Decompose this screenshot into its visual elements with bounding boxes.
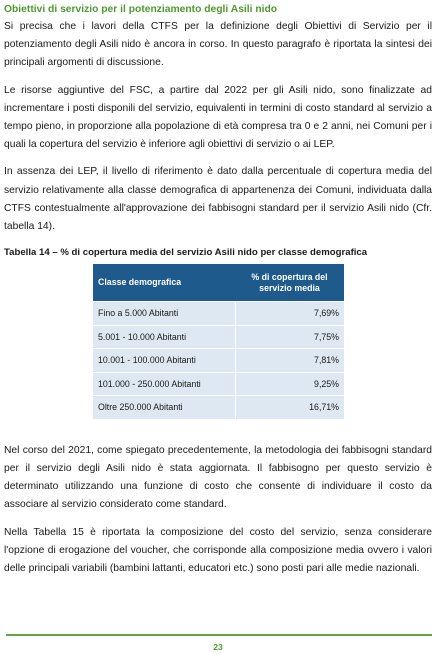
page-number: 23 <box>213 642 223 652</box>
table-cell-class: Oltre 250.000 Abitanti <box>93 396 235 419</box>
table-cell-class: 5.001 - 10.000 Abitanti <box>93 325 235 349</box>
paragraph-2: Le risorse aggiuntive del FSC, a partire dal 2022 per gli Asili nido, sono finalizzate ad incrementare i posti disponili del servizio, equivalenti in termini di costo standard al servizio a tempo pieno, in proporzione alla popolazione di età compresa tra 0 e 2 anni, nei Comuni per i quali la copertura del servizio è inferiore agli obiettivi di servizio o ai LEP. <box>4 84 432 151</box>
table-cell-value: 7,75% <box>235 325 344 349</box>
table-cell-value: 7,81% <box>235 349 344 373</box>
coverage-table <box>93 264 344 419</box>
paragraph-1: Si precisa che i lavori della CTFS per la definizione degli Obiettivi di Servizio per il potenziamento degli Asili nido è ancora in corso. In questo paragrafo è riportata la sintesi dei principali argomenti di discussione. <box>4 21 432 69</box>
table-cell-value: 9,25% <box>235 372 344 396</box>
table-row <box>93 372 344 396</box>
table-cell-class: 10.001 - 100.000 Abitanti <box>93 349 235 373</box>
table-header-row <box>93 264 344 302</box>
table-caption: Tabella 14 – % di copertura media del servizio Asili nido per classe demografica <box>4 247 368 259</box>
footer-divider <box>6 634 432 636</box>
table-cell-value: 7,69% <box>235 302 344 326</box>
document-page <box>4 0 432 578</box>
table-row <box>93 349 344 373</box>
paragraph-4: Nel corso del 2021, come spiegato precedentemente, la metodologia dei fabbisogni standard per il servizio degli Asili nido è stata aggiornata. Il fabbisogno per questo servizio è determinato utilizzando una funzione di costo che consente di individuare il costo da associare al servizio considerato come standard. <box>4 444 432 511</box>
header-classe-demografica: Classe demografica <box>93 264 235 302</box>
paragraph-3: In assenza dei LEP, il livello di riferimento è dato dalla percentuale di copertura media del servizio relativamente alla classe demografica di appartenenza dei Comuni, individuata dalla CTFS contestualmente all'approvazione dei fabbisogni standard per il servizio Asili nido (Cfr. tabella 14). <box>4 166 432 233</box>
paragraph-5: Nella Tabella 15 è riportata la composizione del costo del servizio, senza considerare l'opzione di erogazione del voucher, che corrisponde alla composizione media ovvero i valori delle principali variabili (bambini lattanti, educatori etc.) sono posti pari alle medie nazionali. <box>4 526 432 574</box>
table-cell-class: 101.000 - 250.000 Abitanti <box>93 372 235 396</box>
table-row <box>93 325 344 349</box>
section-title: Obiettivi di servizio per il potenziamento degli Asili nido <box>4 4 278 15</box>
header-copertura: % di copertura del servizio media <box>235 264 344 302</box>
table-cell-value: 16,71% <box>235 396 344 419</box>
table-row <box>93 302 344 326</box>
table-cell-class: Fino a 5.000 Abitanti <box>93 302 235 326</box>
table-row <box>93 396 344 419</box>
